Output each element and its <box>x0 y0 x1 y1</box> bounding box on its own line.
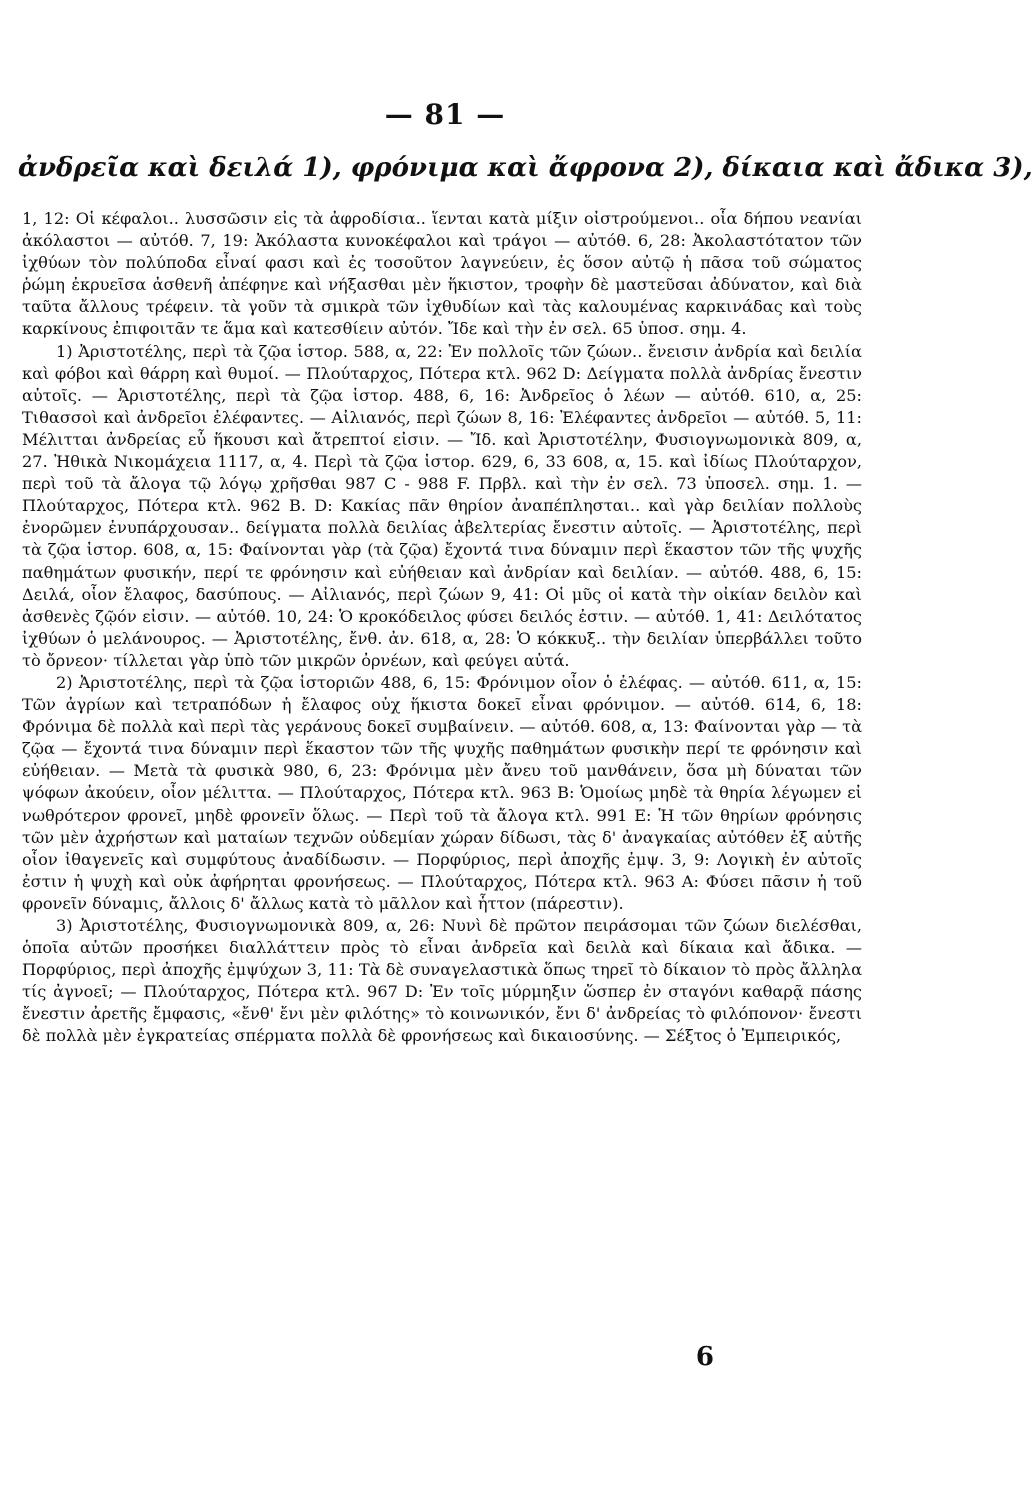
lead-line: ἀνδρεῖα καὶ δειλά 1), φρόνιμα καὶ ἄφρονα 2), δίκαια καὶ ἄδικα 3), <box>18 153 1033 183</box>
footnote-3: 3) Ἀριστοτέλης, Φυσιογνωμονικὰ 809, α, 26: Νυνὶ δὲ πρῶτον πειράσομαι τῶν ζώων διελέσθαι, ὁποῖα αὐτῶν προσήκει διαλλάττειν πρὸς τὸ εἶναι ἀνδρεῖα καὶ δειλὰ καὶ δίκαια καὶ ἄδικα. — Πορφύριος, περὶ ἀποχῆς ἐμψύχων 3, 11: Τὰ δὲ συναγελαστικὰ ὅπως τηρεῖ τὸ δίκαιον τὸ πρὸς ἄλληλα τίς ἀγνοεῖ; — Πλούταρχος, Πότερα κτλ. 967 D: Ἐν τοῖς μύρμηξιν ὥσπερ ἐν σταγόνι καθαρᾷ πάσης ἔνεστιν ἀρετῆς ἔμφασις, «ἔνθ' ἔνι μὲν φιλότης» τὸ κοινωνικόν, ἔνι δ' ἀνδρείας τὸ φιλόπονον· ἔνεστι δὲ πολλὰ μὲν ἐγκρατείας σπέρματα πολλὰ δὲ φρονήσεως καὶ δικαιοσύνης. — Σέξτος ὁ Ἐμπειρικός, <box>22 916 862 1046</box>
signature-mark: 6 <box>695 1342 714 1372</box>
footnote-continuation: 1, 12: Οἱ κέφαλοι.. λυσσῶσιν εἰς τὰ ἀφροδίσια.. ἵενται κατὰ μίξιν οἰστρούμενοι.. οἷα δήπου νεανίαι ἀκόλαστοι — αὐτόθ. 7, 19: Ἀκόλαστα κυνοκέφαλοι καὶ τράγοι — αὐτόθ. 6, 28: Ἀκολαστότατον τῶν ἰχθύων τὸν πολύποδα εἶναί φασι καὶ ἐς τοσοῦτον λαγνεύειν, ἐς ὅσον αὐτῷ ἡ πᾶσα τοῦ σώματος ῥώμη ἐκρυεῖσα ἀσθενῆ ἀπέφηνε καὶ νήξασθαι μὲν ἥκιστον, τροφὴν δὲ μαστεῦσαι ἀδύνατον, καὶ διὰ ταῦτα ἄλλους τρέφειν. τὰ γοῦν τὰ σμικρὰ τῶν ἰχθυδίων καὶ τὰς καλουμένας καρκινάδας καὶ τοὺς καρκίνους ἐπιφοιτᾶν τε ἅμα καὶ κατεσθίειν αὐτόν. Ἴδε καὶ τὴν ἐν σελ. 65 ὑποσ. σημ. 4. <box>22 209 862 339</box>
footnote-1: 1) Ἀριστοτέλης, περὶ τὰ ζῷα ἱστορ. 588, α, 22: Ἐν πολλοῖς τῶν ζώων.. ἔνεισιν ἀνδρία καὶ δειλία καὶ φόβοι καὶ θάρρη καὶ θυμοί. — Πλούταρχος, Πότερα κτλ. 962 D: Δείγματα πολλὰ ἀνδρίας ἔνεστιν αὐτοῖς. — Ἀριστοτέλης, περὶ τὰ ζῷα ἱστορ. 488, 6, 16: Ἀνδρεῖος ὁ λέων — αὐτόθ. 610, α, 25: Τιθασσοὶ καὶ ἀνδρεῖοι ἐλέφαντες. — Αἰλιανός, περὶ ζώων 8, 16: Ἐλέφαντες ἀνδρεῖοι — αὐτόθ. 5, 11: Μέλιτται ἀνδρείας εὖ ἥκουσι καὶ ἄτρεπτοί εἰσιν. — Ἴδ. καὶ Ἀριστοτέλην, Φυσιογνωμονικὰ 809, α, 27. Ἠθικὰ Νικομάχεια 1117, α, 4. Περὶ τὰ ζῷα ἱστορ. 629, 6, 33 608, α, 15. καὶ ἰδίως Πλούταρχον, περὶ τοῦ τὰ ἄλογα τῷ λόγῳ χρῆσθαι 987 C - 988 F. Πρβλ. καὶ τὴν ἐν σελ. 73 ὑποσελ. σημ. 1. — Πλούταρχος, Πότερα κτλ. 962 B. D: Κακίας πᾶν θηρίον ἀναπέπλησται.. καὶ γὰρ δειλίαν πολλοὺς ἐνορῶμεν ἐνυπάρχουσαν.. δείγματα πολλὰ δειλίας ἀβελτερίας ἔνεστιν αὐτοῖς. — Ἀριστοτέλης, περὶ τὰ ζῷα ἱστορ. 608, α, 15: Φαίνονται γὰρ (τὰ ζῷα) ἔχοντά τινα δύναμιν περὶ ἕκαστον τῶν τῆς ψυχῆς παθημάτων φυσικήν, περί τε φρόνησιν καὶ εὐήθειαν καὶ ἀνδρίαν καὶ δειλίαν. — αὐτόθ. 488, 6, 15: Δειλά, οἷον ἔλαφος, δασύπους. — Αἰλιανός, περὶ ζώων 9, 41: Οἱ μῦς οἱ κατὰ τὴν οἰκίαν δειλὸν καὶ ἀσθενὲς ζῷόν εἰσιν. — αὐτόθ. 10, 24: Ὁ κροκόδειλος φύσει δειλός ἐστιν. — αὐτόθ. 1, 41: Δειλότατος ἰχθύων ὁ μελάνουρος. — Ἀριστοτέλης, ἔνθ. ἀν. 618, α, 28: Ὁ κόκκυξ.. τὴν δειλίαν ὑπερβάλλει τοῦτο τὸ ὄρνεον· τίλλεται γὰρ ὑπὸ τῶν μικρῶν ὀρνέων, καὶ φεύγει αὐτά. <box>22 341 862 670</box>
footnote-2: 2) Ἀριστοτέλης, περὶ τὰ ζῷα ἱστοριῶν 488, 6, 15: Φρόνιμον οἷον ὁ ἐλέφας. — αὐτόθ. 611, α, 15: Τῶν ἀγρίων καὶ τετραπόδων ἡ ἔλαφος οὐχ ἥκιστα δοκεῖ εἶναι φρόνιμον. — αὐτόθ. 614, 6, 18: Φρόνιμα δὲ πολλὰ καὶ περὶ τὰς γεράνους δοκεῖ συμβαίνειν. — αὐτόθ. 608, α, 13: Φαίνονται γὰρ — τὰ ζῷα — ἔχοντά τινα δύναμιν περὶ ἕκαστον τῶν τῆς ψυχῆς παθημάτων φυσικὴν περί τε φρόνησιν καὶ εὐήθειαν. — Μετὰ τὰ φυσικὰ 980, 6, 23: Φρόνιμα μὲν ἄνευ τοῦ μανθάνειν, ὅσα μὴ δύναται τῶν ψόφων ἀκούειν, οἷον μέλιττα. — Πλούταρχος, Πότερα κτλ. 963 B: Ὁμοίως μηδὲ τὰ θηρία λέγωμεν εἰ νωθρότερον φρονεῖ, μηδὲ φρονεῖν ὅλως. — Περὶ τοῦ τὰ ἄλογα κτλ. 991 E: Ἡ τῶν θηρίων φρόνησις τῶν μὲν ἀχρήστων καὶ ματαίων τεχνῶν οὐδεμίαν χώραν δίδωσι, τὰς δ' ἀναγκαίας αὐτόθεν ἐξ αὑτῆς οἷον ἰθαγενεῖς καὶ συμφύτους ἀναδίδωσιν. — Πορφύριος, περὶ ἀποχῆς ἐμψ. 3, 9: Λογικὴ ἐν αὐτοῖς ἐστιν ἡ ψυχὴ καὶ οὐκ ἀφήρηται φρονήσεως. — Πλούταρχος, Πότερα κτλ. 963 A: Φύσει πᾶσιν ἡ τοῦ φρονεῖν δύναμις, ἄλλοις δ' ἄλλως κατὰ τὸ μᾶλλον καὶ ἧττον (πάρεστιν). <box>22 672 862 913</box>
page-number: — 81 — <box>384 98 506 131</box>
footnotes <box>22 208 862 1048</box>
